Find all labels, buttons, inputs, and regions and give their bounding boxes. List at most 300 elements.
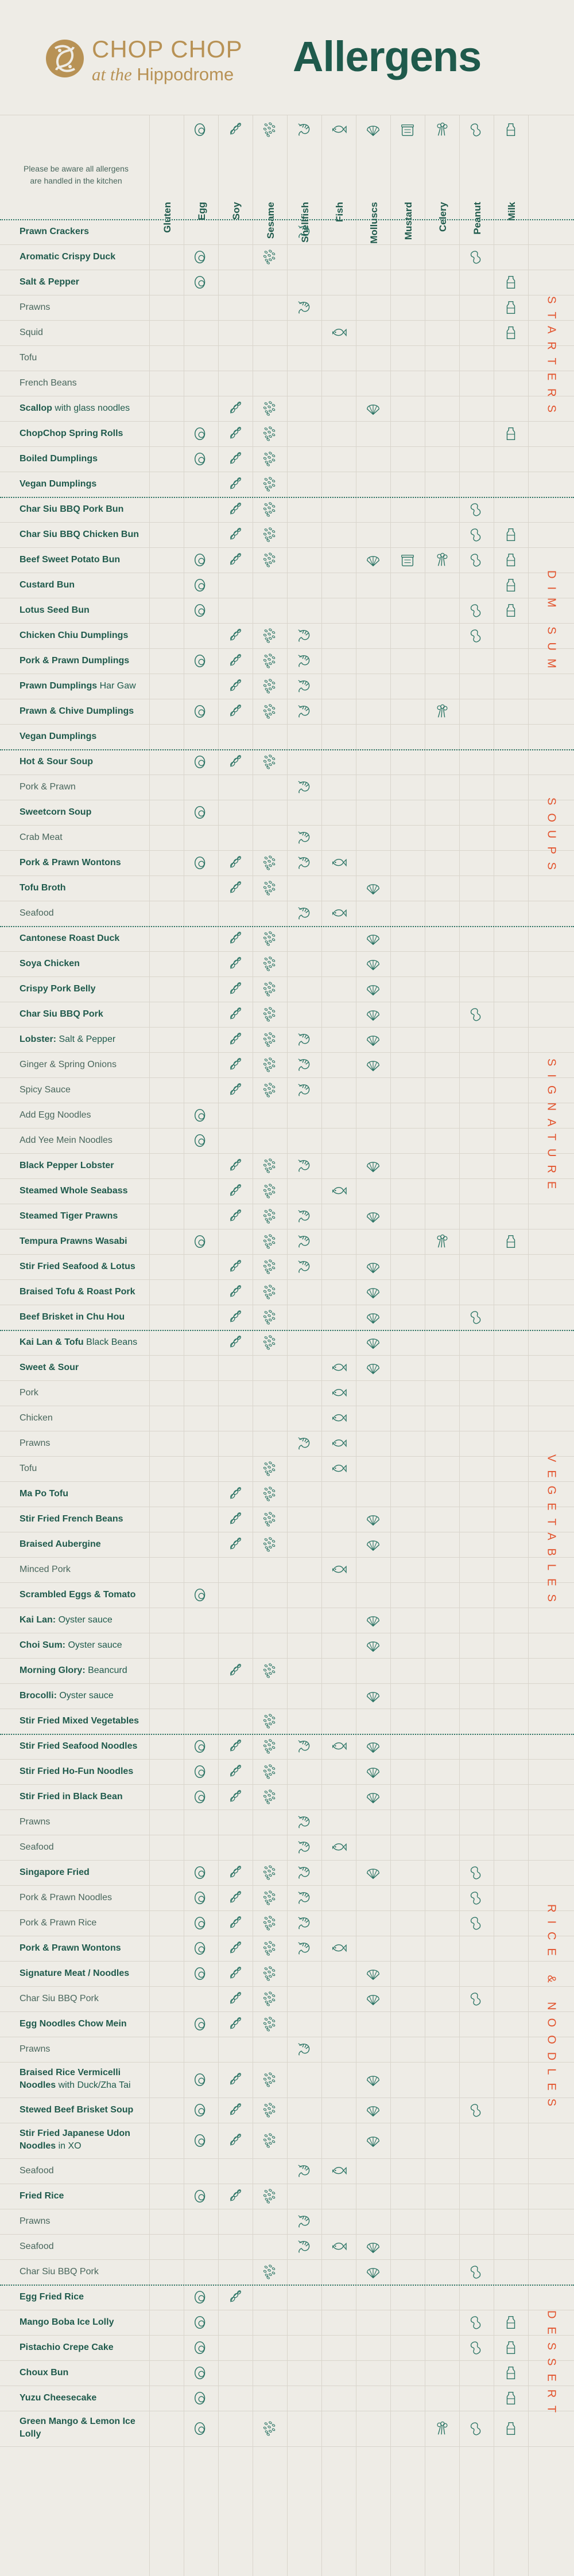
allergen-mark-soy	[227, 1082, 244, 1098]
allergen-mark-shellfish	[296, 1057, 313, 1073]
allergen-mark-sesame	[261, 1183, 278, 1199]
egg-icon	[192, 855, 210, 871]
sesame-seeds-icon	[261, 1966, 278, 1982]
allergen-mark-shellfish	[296, 1032, 313, 1048]
allergen-mark-sesame	[261, 1991, 278, 2007]
header	[0, 0, 574, 120]
wheat-icon	[158, 602, 175, 618]
allergen-mark-gluten	[158, 451, 175, 467]
allergen-mark-gluten	[158, 2188, 175, 2204]
shell-icon	[364, 122, 382, 141]
allergen-mark-gluten	[158, 476, 175, 492]
allergen-mark-shellfish	[296, 2239, 313, 2255]
allergen-mark-milk	[502, 577, 519, 593]
egg-icon	[192, 2289, 210, 2305]
sesame-seeds-icon	[261, 249, 278, 265]
shell-icon	[364, 400, 382, 417]
allergen-mark-gluten	[158, 2102, 175, 2118]
prawn-icon	[296, 1233, 313, 1250]
egg-icon	[192, 1789, 210, 1805]
menu-item-name: French Beans	[20, 378, 77, 388]
allergen-mark-soy	[227, 2188, 244, 2204]
wheat-icon	[158, 426, 175, 442]
allergen-mark-molluscs	[364, 2264, 382, 2280]
menu-item-name: Pork & Prawn Noodles	[20, 1893, 112, 1902]
menu-item-name: Char Siu BBQ Pork	[20, 1994, 99, 2003]
allergen-mark-fish	[330, 1385, 347, 1401]
allergen-mark-fish	[330, 855, 347, 871]
soybean-icon	[227, 2289, 244, 2305]
wheat-icon	[158, 1410, 175, 1426]
allergen-mark-egg	[192, 577, 210, 593]
egg-icon	[192, 451, 210, 467]
menu-item-name: Char Siu BBQ Chicken Bun	[20, 530, 139, 539]
allergen-mark-sesame	[261, 1284, 278, 1300]
wheat-icon	[158, 1435, 175, 1452]
shell-icon	[364, 1057, 382, 1073]
allergen-mark-sesame	[261, 1915, 278, 1931]
allergen-mark-gluten	[158, 350, 175, 366]
allergen-mark-egg	[192, 1789, 210, 1805]
sesame-seeds-icon	[261, 981, 278, 997]
sesame-seeds-icon	[261, 1334, 278, 1351]
prawn-icon	[296, 628, 313, 644]
menu-item-name: Prawns	[20, 1438, 51, 1448]
wheat-icon	[158, 804, 175, 820]
menu-item-name: Seafood	[20, 1842, 54, 1852]
allergen-mark-sesame	[261, 1233, 278, 1250]
peanut-icon	[468, 1006, 485, 1022]
allergen-mark-sesame	[261, 956, 278, 972]
allergen-mark-sesame	[261, 501, 278, 517]
allergen-mark-soy	[227, 1865, 244, 1881]
milk-bottle-icon	[502, 2365, 519, 2381]
shell-icon	[364, 880, 382, 896]
allergen-mark-gluten	[158, 1940, 175, 1956]
allergen-mark-soy	[227, 1284, 244, 1300]
section-divider	[0, 749, 574, 750]
wheat-icon	[158, 1890, 175, 1906]
allergen-mark-molluscs	[364, 1360, 382, 1376]
wheat-icon	[158, 1133, 175, 1149]
allergen-mark-fish	[330, 1940, 347, 1956]
soybean-icon	[227, 1057, 244, 1073]
allergen-mark-sesame	[261, 1663, 278, 1679]
peanut-icon	[468, 122, 485, 141]
peanut-icon	[468, 628, 485, 644]
wheat-icon	[158, 122, 175, 141]
allergen-mark-shellfish	[296, 1890, 313, 1906]
allergen-mark-gluten	[158, 2365, 175, 2381]
celery-icon	[433, 122, 451, 141]
menu-item-name: Tofu	[20, 353, 37, 363]
allergen-mark-molluscs	[364, 1057, 382, 1073]
egg-icon	[192, 552, 210, 568]
allergen-mark-shellfish	[296, 905, 313, 921]
allergen-mark-milk	[502, 299, 519, 316]
prawn-icon	[296, 299, 313, 316]
menu-item-name: Hot & Sour Soup	[20, 757, 93, 766]
menu-item-name: Brocolli: Oyster sauce	[20, 1691, 114, 1701]
sesame-seeds-icon	[261, 1940, 278, 1956]
allergen-mark-gluten	[158, 653, 175, 669]
allergen-mark-soy	[227, 1259, 244, 1275]
column-label-shellfish: Shellfish	[300, 202, 311, 243]
egg-icon	[192, 1890, 210, 1906]
soybean-icon	[227, 653, 244, 669]
peanut-icon	[468, 552, 485, 568]
allergen-mark-shellfish	[296, 2041, 313, 2057]
allergen-mark-celery	[433, 2421, 451, 2437]
sesame-seeds-icon	[261, 1536, 278, 1552]
sesame-seeds-icon	[261, 1057, 278, 1073]
allergen-mark-sesame	[261, 400, 278, 417]
wheat-icon	[158, 400, 175, 417]
wheat-icon	[158, 1915, 175, 1931]
shell-icon	[364, 956, 382, 972]
allergen-mark-gluten	[158, 1183, 175, 1199]
allergen-mark-soy	[227, 1966, 244, 1982]
allergen-mark-fish	[330, 1183, 347, 1199]
prawn-icon	[296, 830, 313, 846]
allergen-mark-sesame	[261, 678, 278, 694]
kitchen-note: Please be aware all allergens are handled in the kitchen	[24, 164, 129, 185]
allergen-mark-sesame	[261, 880, 278, 896]
egg-icon-glyph	[192, 122, 210, 138]
milk-bottle-icon	[502, 2421, 519, 2437]
sesame-seeds-icon	[261, 476, 278, 492]
allergen-mark-molluscs	[364, 956, 382, 972]
milk-bottle-icon-glyph	[502, 122, 519, 138]
allergen-mark-peanut	[468, 602, 485, 618]
sesame-seeds-icon	[261, 703, 278, 719]
allergen-mark-sesame	[261, 754, 278, 770]
egg-icon	[192, 1966, 210, 1982]
allergen-mark-peanut	[468, 2340, 485, 2356]
wheat-icon	[158, 451, 175, 467]
menu-item-name: Tofu Broth	[20, 883, 66, 893]
allergen-mark-gluten	[158, 249, 175, 265]
soybean-icon	[227, 703, 244, 719]
prawn-icon	[296, 1839, 313, 1855]
allergen-mark-soy	[227, 1309, 244, 1325]
menu-item-name: Salt & Pepper	[20, 277, 80, 287]
allergen-mark-gluten	[158, 2421, 175, 2437]
allergen-mark-shellfish	[296, 855, 313, 871]
allergen-mark-gluten	[158, 501, 175, 517]
allergen-mark-sesame	[261, 1713, 278, 1729]
grid-column-divider	[321, 115, 322, 2576]
milk-bottle-icon	[502, 325, 519, 341]
allergen-mark-milk	[502, 602, 519, 618]
prawn-icon	[296, 122, 313, 141]
column-label-celery: Celery	[437, 202, 448, 232]
allergen-mark-egg	[192, 426, 210, 442]
allergen-mark-soy	[227, 1663, 244, 1679]
allergen-mark-fish	[330, 1461, 347, 1477]
section-title: DIM SUM	[545, 570, 558, 676]
allergen-mark-sesame	[261, 1057, 278, 1073]
column-label-egg: Egg	[196, 202, 207, 221]
prawn-icon-glyph	[296, 122, 313, 138]
milk-bottle-icon	[502, 1233, 519, 1250]
shell-icon	[364, 1738, 382, 1754]
allergen-mark-peanut	[468, 2264, 485, 2280]
egg-icon	[192, 1233, 210, 1250]
allergen-mark-shellfish	[296, 653, 313, 669]
sesame-seeds-icon	[261, 2133, 278, 2149]
fish-icon	[330, 1385, 347, 1401]
allergen-mark-gluten	[158, 1057, 175, 1073]
allergen-mark-shellfish	[296, 628, 313, 644]
wheat-icon	[158, 1511, 175, 1527]
menu-item-name: Morning Glory: Beancurd	[20, 1666, 127, 1675]
allergen-mark-egg	[192, 552, 210, 568]
allergen-mark-gluten	[158, 1511, 175, 1527]
allergen-mark-molluscs	[364, 400, 382, 417]
allergen-mark-molluscs	[364, 1158, 382, 1174]
allergen-mark-soy	[227, 400, 244, 417]
soybean-icon	[227, 754, 244, 770]
allergen-mark-soy	[227, 476, 244, 492]
allergen-mark-molluscs	[364, 1259, 382, 1275]
menu-item-name: Char Siu BBQ Pork	[20, 1009, 103, 1019]
wheat-icon	[158, 1006, 175, 1022]
allergen-mark-soy	[227, 1940, 244, 1956]
soybean-icon	[227, 981, 244, 997]
allergen-mark-egg	[192, 451, 210, 467]
milk-bottle-icon	[502, 2390, 519, 2406]
wheat-icon	[158, 1536, 175, 1552]
menu-item-name: Prawn & Chive Dumplings	[20, 706, 134, 716]
soybean-icon	[227, 678, 244, 694]
allergen-mark-soy	[227, 628, 244, 644]
milk-bottle-icon	[502, 274, 519, 290]
allergen-mark-sesame	[261, 931, 278, 947]
column-label-sesame: Sesame	[265, 202, 276, 239]
allergen-mark-soy	[227, 1057, 244, 1073]
sesame-seeds-icon	[261, 2264, 278, 2280]
peanut-icon-glyph	[468, 122, 485, 138]
menu-item-name: Boiled Dumplings	[20, 454, 98, 464]
section-title: SIGNATURE	[545, 1059, 558, 1197]
menu-item-name: Aromatic Crispy Duck	[20, 252, 116, 262]
sesame-seeds-icon	[261, 1006, 278, 1022]
fish-icon	[330, 1183, 347, 1199]
allergen-mark-sesame	[261, 1536, 278, 1552]
prawn-icon	[296, 1814, 313, 1830]
allergen-mark-gluten	[158, 1107, 175, 1123]
soybean-icon-glyph	[227, 122, 244, 138]
allergen-mark-gluten	[158, 703, 175, 719]
allergen-mark-gluten	[158, 2133, 175, 2149]
allergen-mark-gluten	[158, 1208, 175, 1224]
allergen-mark-molluscs	[364, 1511, 382, 1527]
menu-item-name: Stir Fried French Beans	[20, 1514, 123, 1524]
allergen-mark-egg	[192, 602, 210, 618]
shell-icon	[364, 931, 382, 947]
allergen-mark-fish	[330, 325, 347, 341]
allergen-mark-peanut	[468, 1991, 485, 2007]
shell-icon	[364, 1032, 382, 1048]
allergen-mark-soy	[227, 754, 244, 770]
soybean-icon	[227, 1865, 244, 1881]
allergen-mark-sesame	[261, 451, 278, 467]
menu-item-name: Mango Boba Ice Lolly	[20, 2317, 114, 2327]
prawn-icon	[296, 1890, 313, 1906]
wheat-icon	[158, 1183, 175, 1199]
allergen-mark-sesame	[261, 855, 278, 871]
allergen-mark-gluten	[158, 2016, 175, 2032]
allergen-mark-egg	[192, 2340, 210, 2356]
menu-item-name: Prawn Crackers	[20, 227, 89, 236]
shell-icon	[364, 2102, 382, 2118]
prawn-icon	[296, 2239, 313, 2255]
allergen-mark-sesame	[261, 1006, 278, 1022]
egg-icon	[192, 2188, 210, 2204]
allergen-mark-molluscs	[364, 1865, 382, 1881]
wheat-icon	[158, 2133, 175, 2149]
soybean-icon	[227, 1789, 244, 1805]
milk-bottle-icon	[502, 2314, 519, 2330]
soybean-icon	[227, 400, 244, 417]
egg-icon	[192, 754, 210, 770]
allergen-mark-shellfish	[296, 1839, 313, 1855]
sesame-seeds-icon	[261, 2421, 278, 2437]
allergen-mark-soy	[227, 1789, 244, 1805]
soybean-icon	[227, 1309, 244, 1325]
allergen-mark-egg	[192, 249, 210, 265]
sesame-seeds-icon	[261, 1158, 278, 1174]
menu-item-name: Seafood	[20, 2166, 54, 2176]
section-divider	[0, 2285, 574, 2286]
allergen-mark-milk	[502, 426, 519, 442]
allergen-mark-soy	[227, 1511, 244, 1527]
allergen-mark-soy	[227, 1208, 244, 1224]
fish-icon-glyph	[330, 122, 347, 138]
allergen-mark-gluten	[158, 1688, 175, 1704]
section-title: RICE & NOODLES	[545, 1904, 558, 2115]
fish-icon	[330, 2163, 347, 2179]
allergen-mark-gluten	[158, 931, 175, 947]
allergen-mark-gluten	[158, 2340, 175, 2356]
allergen-mark-shellfish	[296, 1233, 313, 1250]
wheat-icon	[158, 1663, 175, 1679]
allergen-mark-sesame	[261, 1789, 278, 1805]
allergen-mark-sesame	[261, 1764, 278, 1780]
fish-icon	[330, 1940, 347, 1956]
prawn-icon	[296, 1259, 313, 1275]
allergen-mark-molluscs	[364, 1966, 382, 1982]
wheat-icon	[158, 2365, 175, 2381]
allergen-mark-gluten	[158, 1284, 175, 1300]
shell-icon	[364, 1259, 382, 1275]
wheat-icon	[158, 855, 175, 871]
menu-item-name: Custard Bun	[20, 580, 75, 590]
allergen-mark-sesame	[261, 1208, 278, 1224]
menu-item-name: Spicy Sauce	[20, 1085, 71, 1095]
wheat-icon	[158, 2016, 175, 2032]
wheat-icon	[158, 653, 175, 669]
allergen-mark-sesame	[261, 1738, 278, 1754]
sesame-seeds-icon	[261, 1738, 278, 1754]
sesame-seeds-icon	[261, 426, 278, 442]
allergen-mark-soy	[227, 956, 244, 972]
menu-item-name: Stir Fried Japanese Udon Noodles in XO	[20, 2128, 130, 2151]
menu-item-name: Steamed Tiger Prawns	[20, 1211, 118, 1221]
allergen-mark-milk	[502, 527, 519, 543]
wheat-icon	[158, 2390, 175, 2406]
wheat-icon	[158, 981, 175, 997]
mustard-jar-icon-glyph	[399, 122, 416, 138]
fish-icon	[330, 1562, 347, 1578]
allergen-mark-gluten	[158, 1789, 175, 1805]
menu-item-name: Stir Fried in Black Bean	[20, 1792, 123, 1801]
allergen-mark-sesame	[261, 981, 278, 997]
wheat-icon	[158, 931, 175, 947]
sesame-seeds-icon	[261, 678, 278, 694]
allergen-mark-soy	[227, 1915, 244, 1931]
allergen-mark-sesame	[261, 2421, 278, 2437]
wheat-icon	[158, 754, 175, 770]
prawn-icon	[296, 1158, 313, 1174]
soybean-icon	[227, 1259, 244, 1275]
fish-icon	[330, 905, 347, 921]
wheat-icon	[158, 350, 175, 366]
allergen-mark-peanut	[468, 628, 485, 644]
shell-icon	[364, 1688, 382, 1704]
soybean-icon	[227, 1940, 244, 1956]
allergen-mark-molluscs	[364, 1006, 382, 1022]
allergen-mark-gluten	[158, 1259, 175, 1275]
logo-fish-icon	[45, 36, 85, 81]
sesame-seeds-icon	[261, 1991, 278, 2007]
allergen-mark-gluten	[158, 1410, 175, 1426]
allergen-mark-molluscs	[364, 2133, 382, 2149]
allergen-mark-egg	[192, 804, 210, 820]
allergen-mark-egg	[192, 653, 210, 669]
section-divider	[0, 219, 574, 220]
wheat-icon	[158, 628, 175, 644]
milk-bottle-icon	[502, 552, 519, 568]
allergen-mark-egg	[192, 2390, 210, 2406]
wheat-icon	[158, 1688, 175, 1704]
allergen-mark-peanut	[468, 1006, 485, 1022]
allergen-mark-sesame	[261, 1259, 278, 1275]
sesame-seeds-icon	[261, 754, 278, 770]
allergen-mark-soy	[227, 1991, 244, 2007]
sesame-seeds-icon	[261, 1764, 278, 1780]
fish-icon	[330, 325, 347, 341]
egg-icon	[192, 602, 210, 618]
allergen-mark-soy	[227, 1006, 244, 1022]
wheat-icon	[158, 527, 175, 543]
allergen-mark-egg	[192, 2072, 210, 2088]
egg-icon	[192, 122, 210, 141]
soybean-icon	[227, 1966, 244, 1982]
prawn-icon	[296, 678, 313, 694]
menu-item-name: Egg Fried Rice	[20, 2292, 84, 2302]
soybean-icon	[227, 451, 244, 467]
menu-item-name: Chicken	[20, 1413, 53, 1423]
menu-item-name: Stir Fried Seafood & Lotus	[20, 1262, 135, 1271]
allergen-mark-shellfish	[296, 1082, 313, 1098]
allergen-mark-gluten	[158, 804, 175, 820]
sesame-seeds-icon	[261, 628, 278, 644]
sesame-seeds-icon	[261, 1511, 278, 1527]
allergen-mark-sesame	[261, 1158, 278, 1174]
egg-icon	[192, 703, 210, 719]
